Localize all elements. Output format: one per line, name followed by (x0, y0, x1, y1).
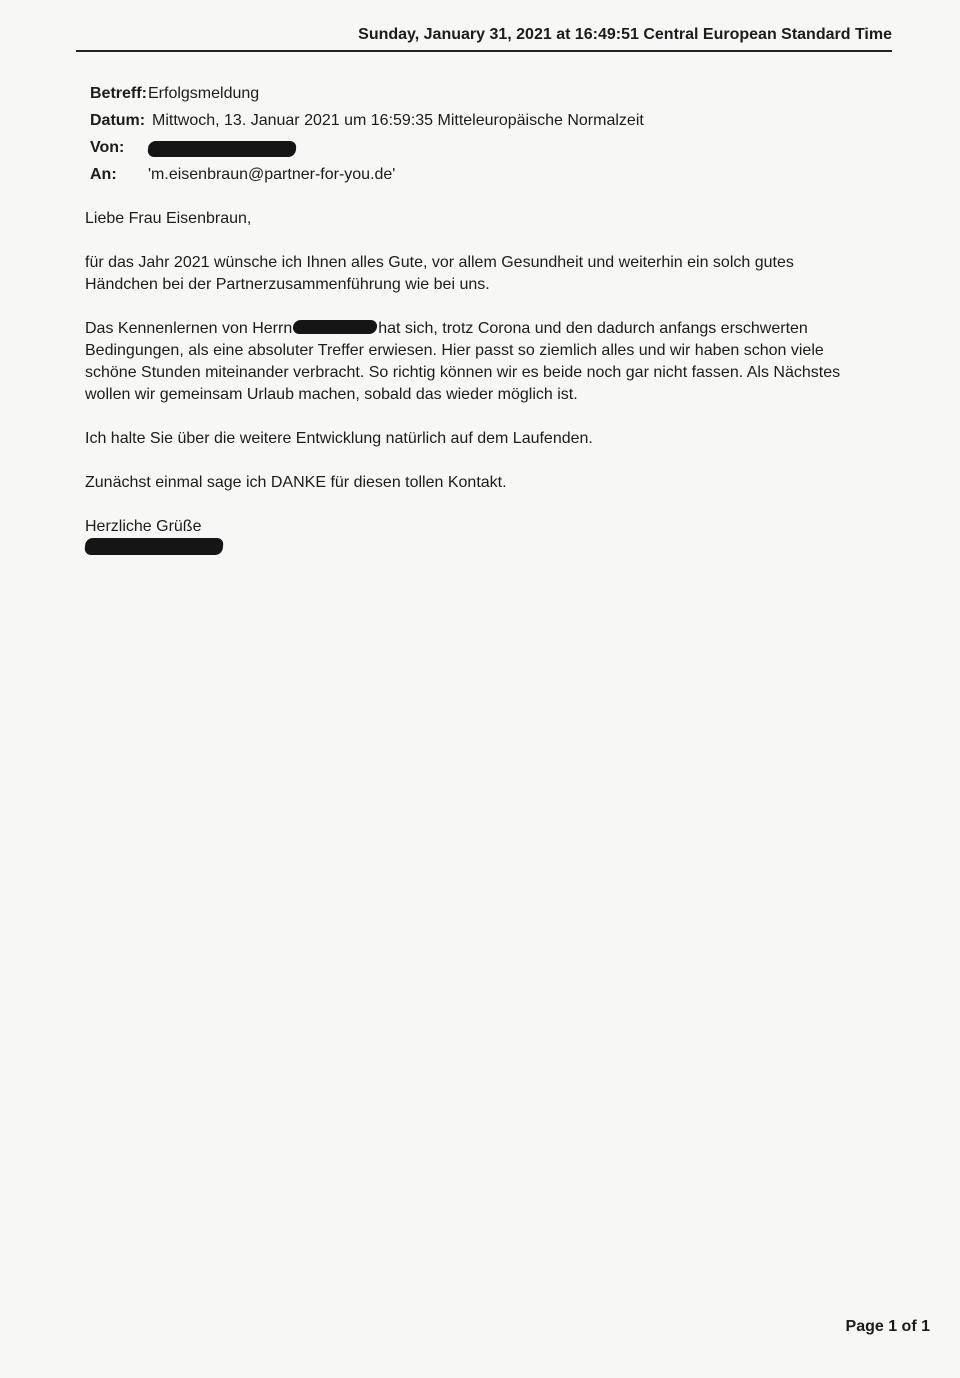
to-row (90, 161, 644, 188)
redacted-partner-name (292, 320, 377, 334)
date-row (90, 107, 644, 134)
para2-start: Das Kennenlernen von Herrn (85, 320, 293, 337)
page-number: Page 1 of 1 (845, 1318, 930, 1335)
paragraph-updates: Ich halte Sie über die weitere Entwicklung natürlich auf dem Laufenden. (85, 430, 593, 447)
paragraph-thanks: Zunächst einmal sage ich DANKE für diesen tollen Kontakt. (85, 474, 507, 491)
paragraph-wishes (85, 252, 885, 296)
subject-value: Erfolgsmeldung (148, 84, 260, 102)
para1-line2: Händchen bei der Partnerzusammenführung wie bei uns. (85, 276, 490, 293)
email-header-fields (90, 80, 644, 188)
date-value: Mittwoch, 13. Januar 2021 um 16:59:35 Mitteleuropäische Normalzeit (152, 111, 644, 129)
para2-line2: Bedingungen, als eine absoluter Treffer erwiesen. Hier passt so ziemlich alles und wir haben schon viele (85, 342, 824, 359)
subject-label: Betreff: (90, 84, 147, 102)
to-value: 'm.eisenbraun@partner-for-you.de' (148, 165, 396, 183)
print-timestamp: Sunday, January 31, 2021 at 16:49:51 Central European Standard Time (76, 26, 892, 52)
para2-line4: wollen wir gemeinsam Urlaub machen, sobald das wieder möglich ist. (85, 386, 578, 403)
to-label: An: (90, 165, 117, 183)
redacted-signature (84, 538, 224, 555)
subject-row (90, 80, 644, 107)
date-label: Datum: (90, 111, 146, 129)
closing: Herzliche Grüße (85, 518, 202, 535)
signature-block (85, 538, 885, 562)
email-body (85, 208, 885, 562)
redacted-sender (147, 141, 297, 157)
para1-line1: für das Jahr 2021 wünsche ich Ihnen alles Gute, vor allem Gesundheit und weiterhin ein solch gutes (85, 254, 794, 271)
from-row (90, 134, 644, 161)
from-label: Von: (90, 138, 125, 156)
paragraph-meeting (85, 318, 885, 406)
para2-rest-line1: hat sich, trotz Corona und den dadurch anfangs erschwerten (378, 320, 808, 337)
para2-line3: schöne Stunden miteinander verbracht. So richtig können wir es beide noch gar nicht fassen. Als Nächstes (85, 364, 841, 381)
greeting: Liebe Frau Eisenbraun, (85, 210, 252, 227)
